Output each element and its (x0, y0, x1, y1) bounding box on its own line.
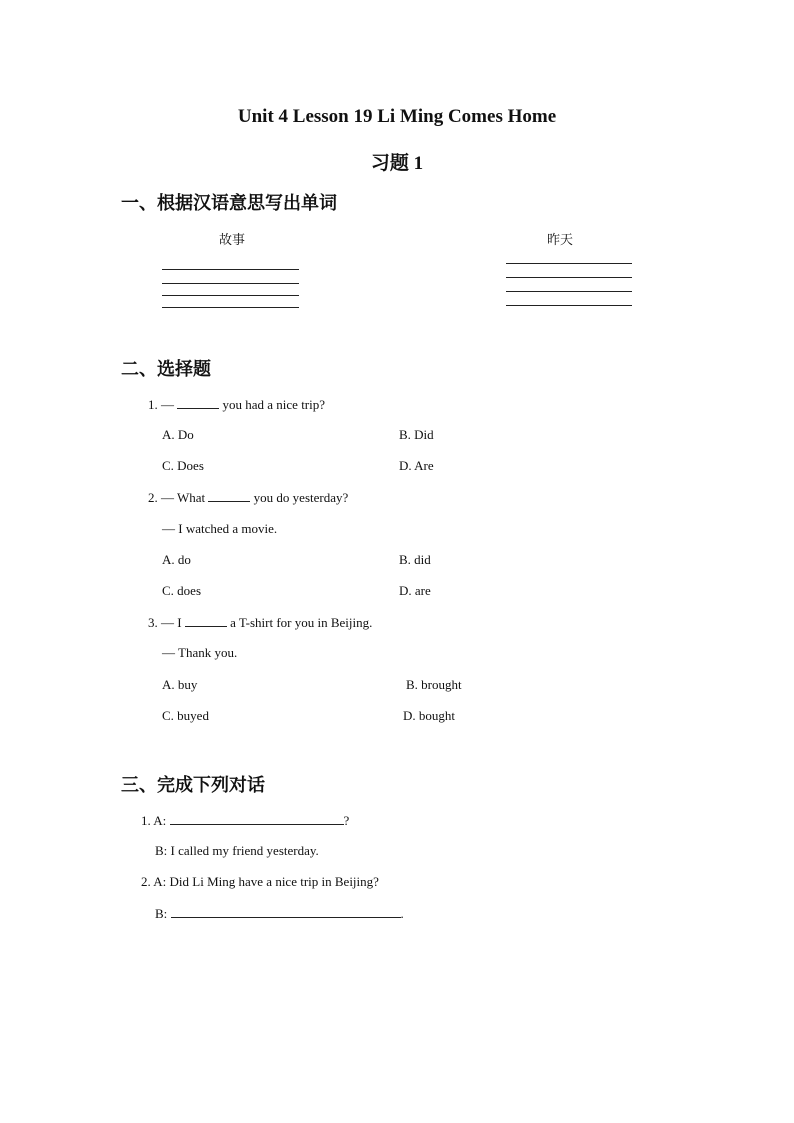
question-3-prefix: 3. — I (148, 615, 182, 630)
option-a[interactable]: A. do (162, 552, 191, 567)
answer-blank[interactable] (177, 396, 219, 409)
option-c[interactable]: C. buyed (162, 708, 209, 723)
question-3 (148, 614, 372, 631)
question-2-response: — I watched a movie. (162, 521, 278, 536)
option-d[interactable]: D. Are (399, 458, 434, 473)
answer-blank[interactable] (208, 489, 250, 502)
option-a[interactable]: A. Do (162, 427, 194, 442)
dialogue-1-a (141, 812, 349, 829)
answer-line[interactable] (506, 305, 632, 306)
question-3-response: — Thank you. (162, 645, 238, 660)
option-c[interactable]: C. Does (162, 458, 204, 473)
answer-line[interactable] (506, 291, 632, 292)
option-b[interactable]: B. Did (399, 427, 434, 442)
question-3-suffix: a T-shirt for you in Beijing. (230, 615, 373, 630)
section-2-heading: 二、选择题 (121, 359, 211, 379)
question-2-suffix: you do yesterday? (253, 490, 349, 505)
page-subtitle: 习题 1 (370, 153, 424, 174)
option-c[interactable]: C. does (162, 583, 201, 598)
answer-line[interactable] (506, 263, 632, 264)
dialogue-2-b-suffix: . (400, 906, 404, 921)
page-title: Unit 4 Lesson 19 Li Ming Comes Home (237, 106, 557, 127)
answer-blank[interactable] (170, 812, 344, 825)
question-1-prefix: 1. — (148, 397, 174, 412)
word-story-label: 故事 (219, 233, 246, 248)
dialogue-2-a: 2. A: Did Li Ming have a nice trip in Beijing? (141, 874, 379, 889)
answer-line[interactable] (162, 307, 299, 308)
answer-line[interactable] (162, 295, 299, 296)
question-2 (148, 489, 348, 506)
answer-line[interactable] (506, 277, 632, 278)
answer-blank[interactable] (171, 905, 401, 918)
answer-line[interactable] (162, 283, 299, 284)
dialogue-1-b: B: I called my friend yesterday. (155, 843, 319, 858)
dialogue-2-b (155, 905, 404, 922)
option-b[interactable]: B. did (399, 552, 431, 567)
option-a[interactable]: A. buy (162, 677, 198, 692)
answer-line[interactable] (162, 269, 299, 270)
answer-blank[interactable] (185, 614, 227, 627)
option-b[interactable]: B. brought (406, 677, 462, 692)
option-d[interactable]: D. bought (403, 708, 455, 723)
question-2-prefix: 2. — What (148, 490, 206, 505)
dialogue-1-a-prefix: 1. A: (141, 813, 167, 828)
section-1-heading: 一、根据汉语意思写出单词 (121, 193, 337, 213)
dialogue-2-b-prefix: B: (155, 906, 168, 921)
option-d[interactable]: D. are (399, 583, 431, 598)
dialogue-1-a-suffix: ? (343, 813, 350, 828)
section-3-heading: 三、完成下列对话 (121, 775, 265, 795)
word-yesterday-label: 昨天 (547, 233, 574, 248)
question-1 (148, 396, 325, 413)
question-1-suffix: you had a nice trip? (222, 397, 326, 412)
